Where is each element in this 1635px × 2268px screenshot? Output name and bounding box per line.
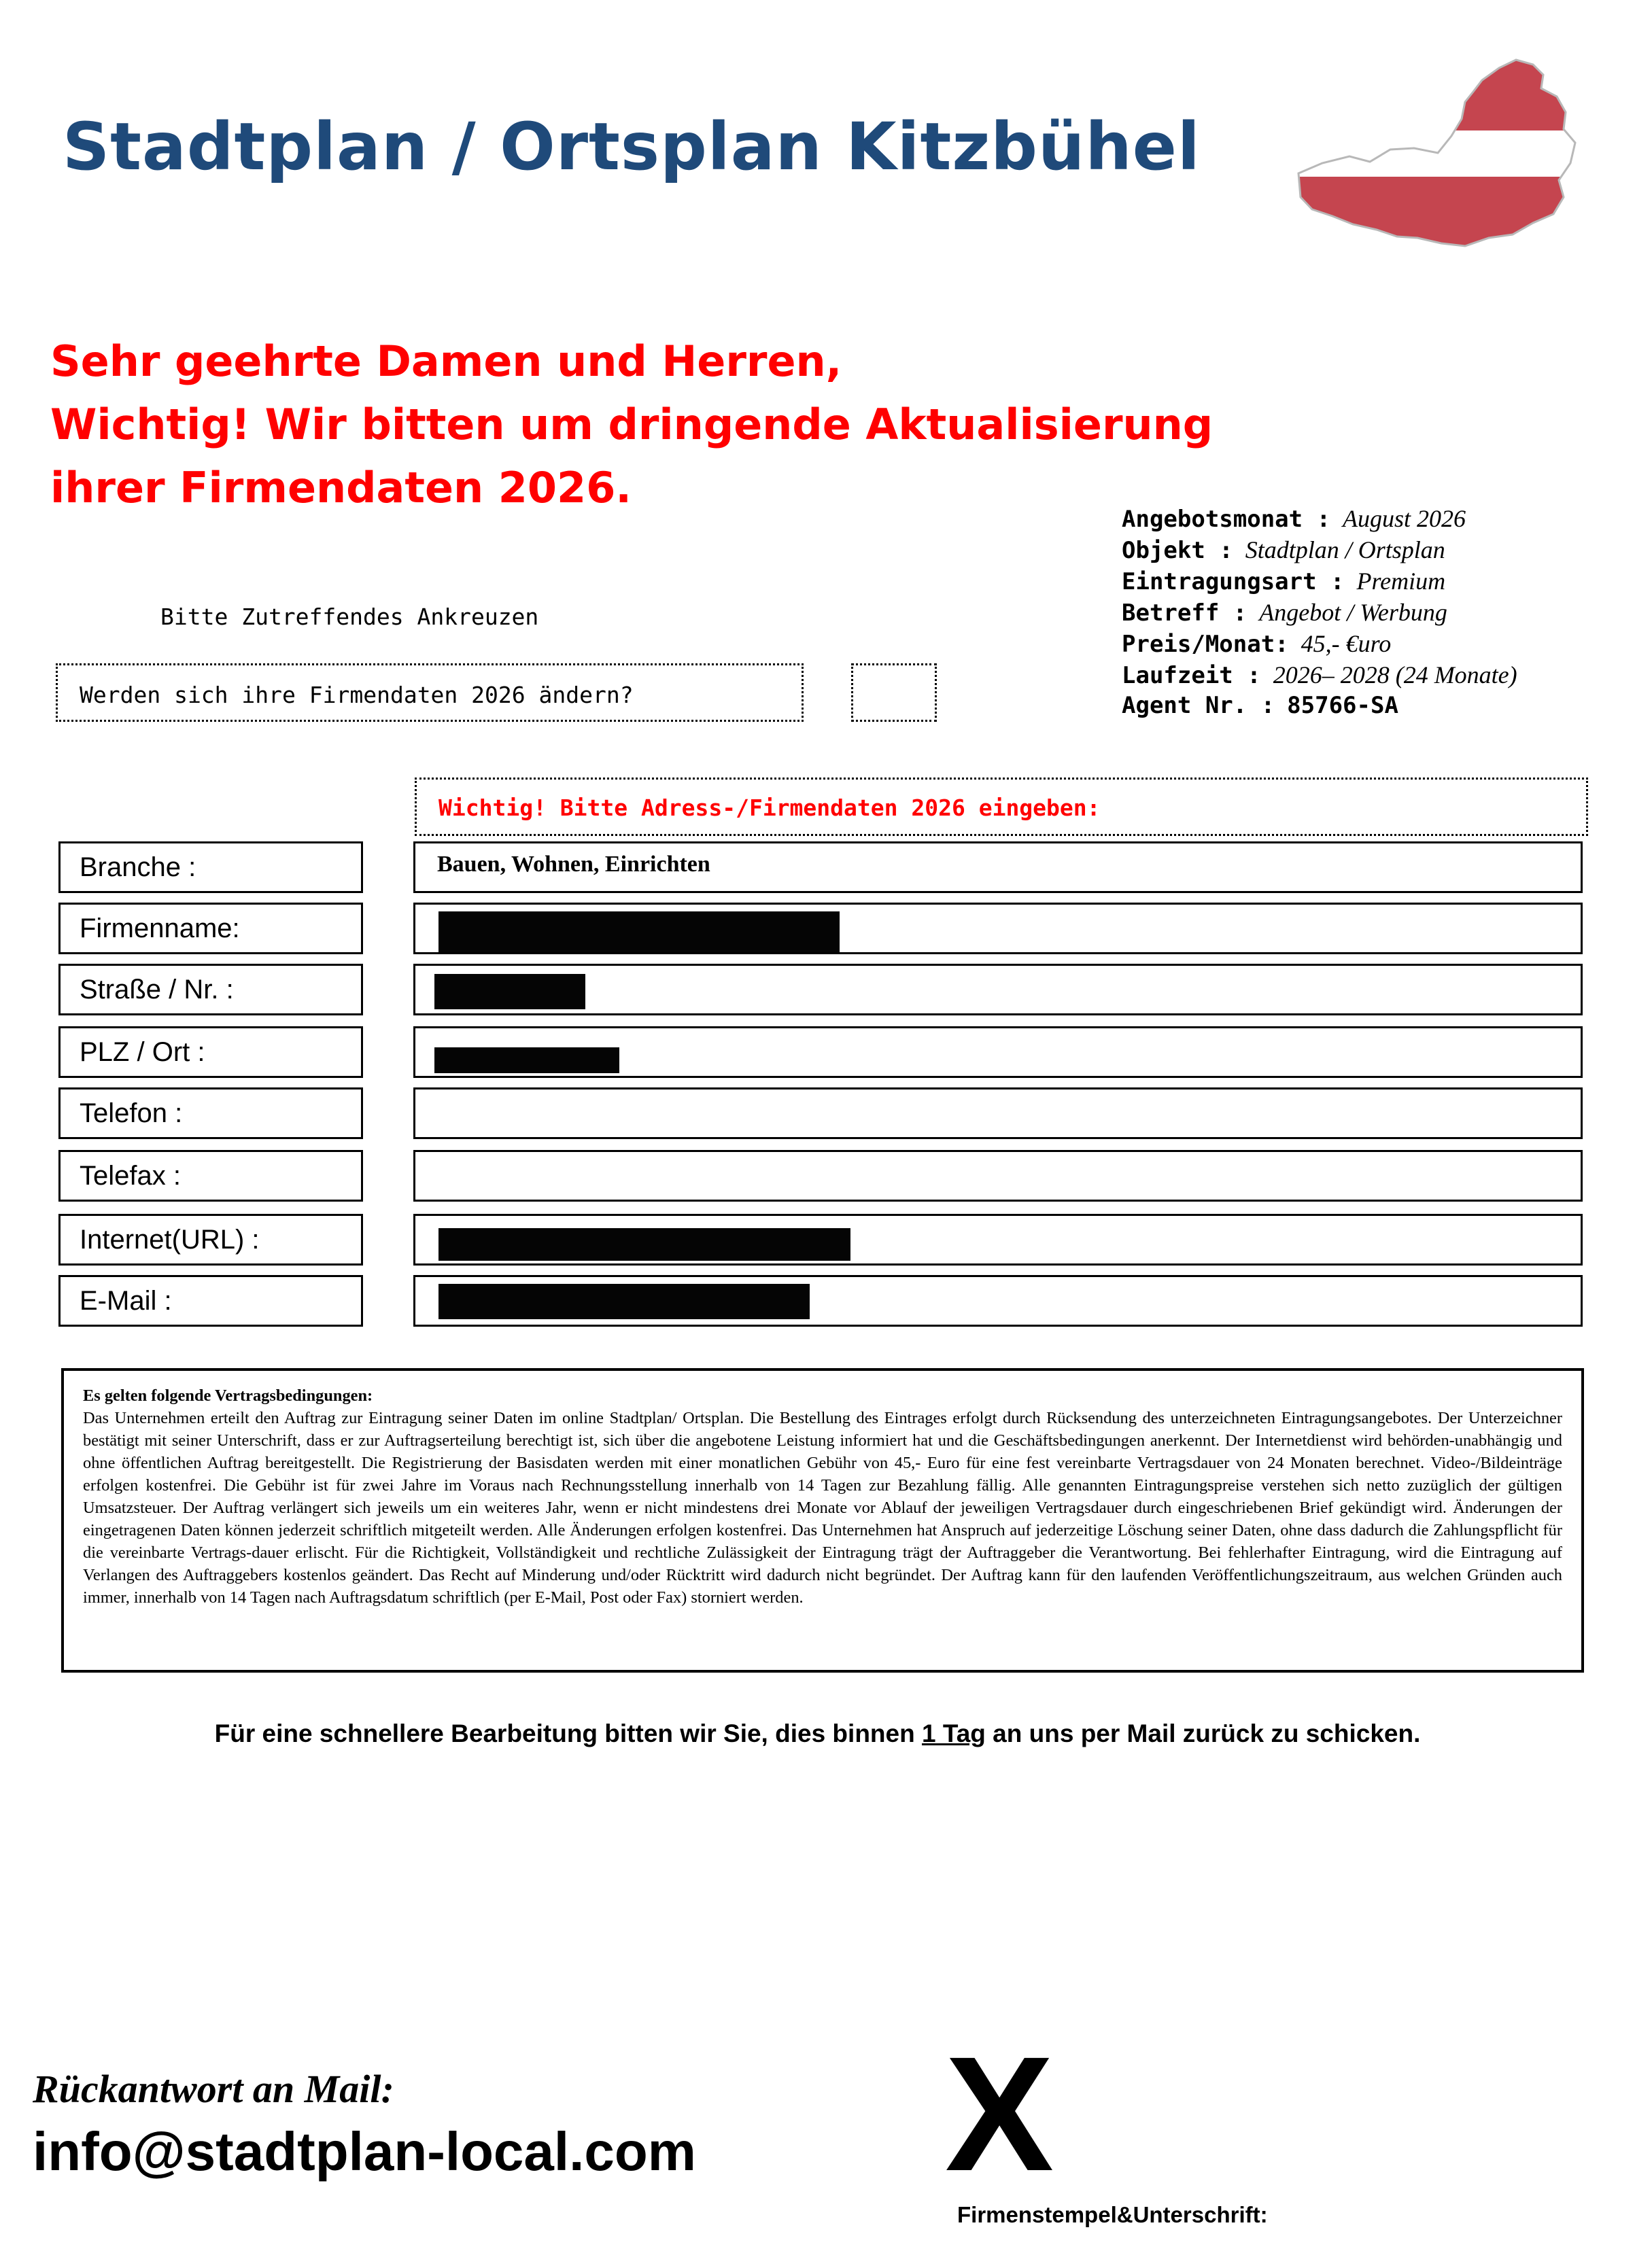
label-plz-ort: PLZ / Ort :: [58, 1026, 363, 1078]
offer-key: Betreff :: [1122, 599, 1247, 627]
input-internet[interactable]: [413, 1214, 1583, 1266]
offer-row-price: [1122, 629, 1611, 661]
offer-key: Eintragungsart :: [1122, 568, 1345, 595]
form-header-text: Wichtig! Bitte Adress-/Firmendaten 2026 eingeben:: [438, 795, 1101, 821]
label-strasse: Straße / Nr. :: [58, 964, 363, 1015]
offer-details: [1122, 504, 1611, 723]
offer-row-subject: [1122, 598, 1611, 629]
offer-value: 45,- €uro: [1301, 630, 1392, 657]
greeting-line-3: ihrer Firmendaten 2026.: [50, 463, 632, 512]
offer-row-duration: [1122, 661, 1611, 692]
offer-value: 2026– 2028 (24 Monate): [1273, 661, 1517, 688]
input-branche[interactable]: [413, 841, 1583, 893]
greeting-line-1: Sehr geehrte Damen und Herren,: [50, 336, 842, 386]
label-firmenname: Firmenname:: [58, 903, 363, 954]
offer-key: Objekt :: [1122, 537, 1233, 564]
input-telefon[interactable]: [413, 1087, 1583, 1139]
reply-email[interactable]: info@stadtplan-local.com: [33, 2121, 696, 2182]
label-branche: Branche :: [58, 841, 363, 893]
input-firmenname[interactable]: [413, 903, 1583, 954]
offer-value: August 2026: [1343, 505, 1466, 532]
input-plz-ort[interactable]: [413, 1026, 1583, 1078]
input-email[interactable]: [413, 1275, 1583, 1327]
offer-value: Stadtplan / Ortsplan: [1245, 536, 1445, 563]
change-question-text: Werden sich ihre Firmendaten 2026 ändern?: [80, 682, 634, 708]
hint-text-after: an uns per Mail zurück zu schicken.: [985, 1720, 1421, 1747]
input-telefax[interactable]: [413, 1150, 1583, 1202]
contract-terms: [61, 1368, 1584, 1673]
change-checkbox[interactable]: [851, 663, 937, 722]
offer-row-month: [1122, 504, 1611, 536]
offer-row-object: [1122, 536, 1611, 567]
change-question-box: [56, 663, 804, 722]
offer-key: Agent Nr. :: [1122, 692, 1275, 719]
label-telefon: Telefon :: [58, 1087, 363, 1139]
signature-mark: X: [945, 2023, 1054, 2205]
offer-value: Premium: [1356, 568, 1446, 595]
offer-key: Angebotsmonat :: [1122, 506, 1331, 533]
offer-key: Preis/Monat:: [1122, 631, 1289, 658]
offer-row-entry-type: [1122, 567, 1611, 598]
redaction-bar: [434, 974, 585, 1009]
redaction-bar: [434, 1047, 619, 1073]
greeting-line-2: Wichtig! Wir bitten um dringende Aktualisierung: [50, 400, 1214, 449]
terms-body: Das Unternehmen erteilt den Auftrag zur Eintragung seiner Daten im online Stadtplan/ Ortsplan. Die Bestellung des Eintrages erfolgt durch Rücksendung des unterzeichneten Eintragungsangebotes. Der Unterzeichner bestätigt mit seiner Unterschrift, dass er zur Auftragserteilung berechtigt ist, sich über die angebotene Leistung informiert hat und die Geschäftsbedingungen anerkennt. Der Internetdienst wird behörden-unabhängig und ohne öffentlichen Auftrag bereitgestellt. Die Registrierung der Basisdaten werden mit einer monatlichen Gebühr von 45,- Euro für eine fest vereinbarte Vertragsdauer von 24 Monaten berechnet. Video-/Bildeinträge erfolgen kostenfrei. Die Gebühr ist für zwei Jahre im Voraus nach Rechnungsstellung innerhalb von 14 Tagen zur Bezahlung fällig. Alle genannten Eintragungspreise verstehen sich netto zuzüglich der gültigen Umsatzsteuer. Der Auftrag verlängert sich jeweils um ein weiteres Jahr, wenn er nicht mindestens drei Monate vor Ablauf der jeweiligen Vertragsdauer durch eingeschriebenen Brief gekündigt wird. Änderungen der eingetragenen Daten können jederzeit schriftlich mitgeteilt werden. Alle Änderungen erfolgen kostenfrei. Das Unternehmen hat Anspruch auf jederzeitige Löschung seiner Daten, ohne dass dadurch die Zahlungspflicht für die vereinbarte Vertrags-dauer erlischt. Für die Richtigkeit, Vollständigkeit und rechtliche Zulässigkeit der Eintragung trägt der Auftraggeber die Verantwortung. Bei fehlerhafter Eintragung, wird die Eintragung auf Verlangen des Auftraggebers kostenlos geändert. Das Recht auf Minderung und/oder Rücktritt wird dadurch nicht begründet. Der Auftrag kann für den laufenden Veröffentlichungszeitraum, aus welchen Gründen auch immer, innerhalb von 14 Tagen nach Auftragsdatum schriftlich (per E-Mail, Post oder Fax) storniert werden.: [83, 1409, 1562, 1607]
offer-value: 85766-SA: [1287, 692, 1398, 719]
input-strasse[interactable]: [413, 964, 1583, 1015]
terms-heading: Es gelten folgende Vertragsbedingungen:: [83, 1386, 373, 1405]
response-hint: [0, 1720, 1635, 1748]
redaction-bar: [438, 1284, 810, 1319]
redaction-bar: [438, 911, 840, 952]
signature-label: Firmenstempel&Unterschrift:: [957, 2202, 1268, 2227]
offer-key: Laufzeit :: [1122, 662, 1261, 689]
input-branche-value: Bauen, Wohnen, Einrichten: [437, 852, 710, 877]
hint-text-before: Für eine schnellere Bearbeitung bitten wir Sie, dies binnen: [214, 1720, 922, 1747]
form-header-box: [415, 778, 1588, 836]
offer-value: Angebot / Werbung: [1259, 599, 1447, 626]
label-email: E-Mail :: [58, 1275, 363, 1327]
redaction-bar: [438, 1228, 850, 1261]
reply-label: Rückantwort an Mail:: [33, 2067, 394, 2111]
offer-row-agent: [1122, 692, 1611, 723]
hint-deadline: 1 Tag: [921, 1720, 986, 1747]
page-title: Stadtplan / Ortsplan Kitzbühel: [63, 109, 1201, 185]
label-internet: Internet(URL) :: [58, 1214, 363, 1266]
label-telefax: Telefax :: [58, 1150, 363, 1202]
checkbox-instruction: Bitte Zutreffendes Ankreuzen: [160, 604, 539, 630]
austria-flag-map-icon: [1295, 54, 1581, 258]
